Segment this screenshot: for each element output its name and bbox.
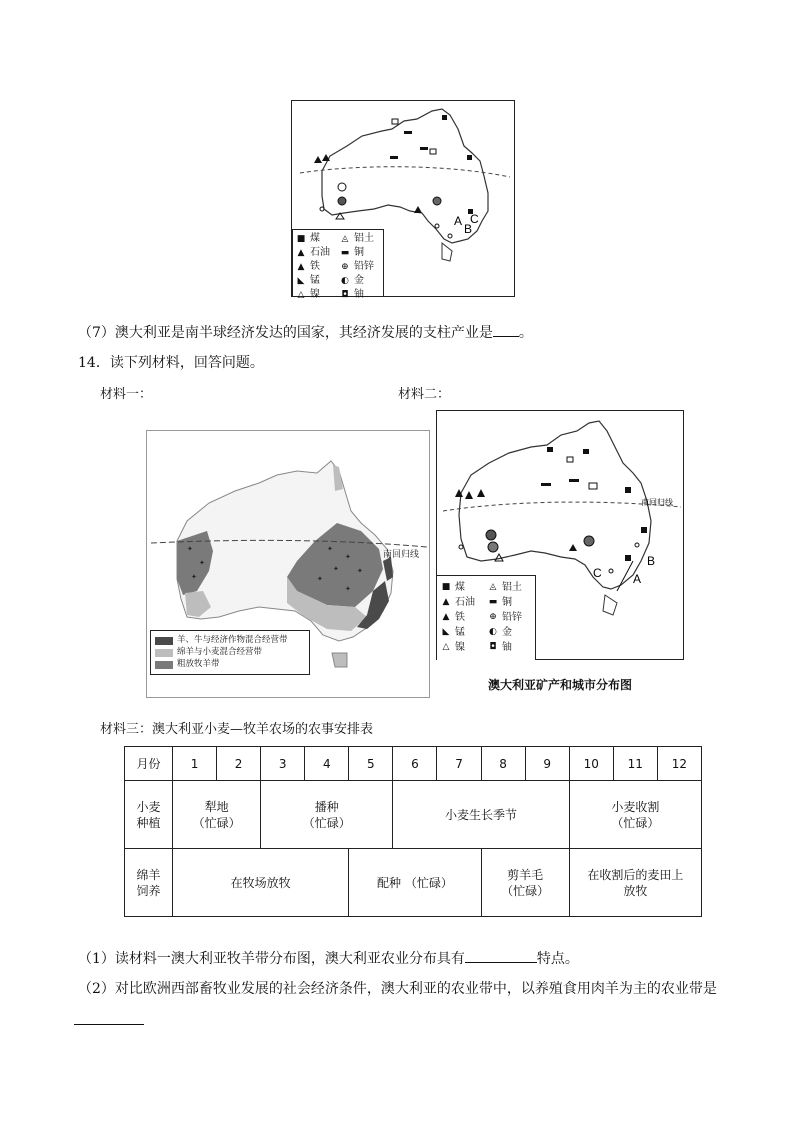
farm-schedule-table [124, 746, 702, 917]
uranium-icon: ◘ [489, 642, 497, 652]
gold-icon: ◐ [341, 276, 349, 286]
sheep-row-label: 绵羊 饲养 [125, 849, 173, 917]
nickel-icon: △ [442, 642, 450, 652]
sheep-wheat-swatch [155, 649, 173, 657]
agri-tropic-label: 南回归线 [383, 549, 420, 559]
coal-icon: ■ [296, 234, 306, 244]
extensive-grazing-swatch [155, 661, 173, 669]
bauxite-icon: ◬ [341, 234, 349, 244]
wheat-cell: 小麦生长季节 [393, 781, 569, 849]
mineral-tropic-label: 南回归线 [641, 498, 673, 507]
uranium-icon: ◘ [341, 290, 349, 300]
oil-icon: ▲ [297, 248, 305, 258]
answer-blank-q7[interactable] [493, 336, 519, 337]
material-1-label: 材料一： [100, 387, 153, 402]
lead-zinc-icon: ⊕ [489, 612, 497, 622]
svg-text:✦: ✦ [357, 567, 363, 575]
svg-text:C: C [593, 566, 602, 580]
question-2: （2）对比欧洲西部畜牧业发展的社会经济条件，澳大利亚的农业带中，以养殖食用肉羊为主的农业带是 [78, 981, 717, 997]
question-14: 14．读下列材料，回答问题。 [78, 355, 264, 371]
svg-text:A: A [454, 214, 463, 228]
wheat-cell: 小麦收割 （忙碌） [569, 781, 701, 849]
mineral-city-map [436, 410, 684, 660]
svg-text:✦: ✦ [187, 545, 193, 553]
table-row [125, 849, 702, 917]
svg-text:✦: ✦ [345, 585, 351, 593]
copper-icon: ▬ [340, 248, 350, 258]
oil-icon: ▲ [442, 597, 450, 607]
svg-text:✦: ✦ [317, 575, 323, 583]
material-2-label: 材料二： [398, 387, 451, 402]
sheep-cell: 在牧场放牧 [173, 849, 349, 917]
mineral-map-legend: ■ 煤 ▲ 石油 ▲ 铁 ◣ 锰 △ 镍 ◬ 铝土 ▬ 铜 ⊕ 铅锌 ◐ 金 ◘ 铀 [437, 575, 536, 660]
mixed-cattle-crop-swatch [155, 637, 173, 645]
svg-text:C: C [470, 212, 479, 226]
top-map-legend: ■ 煤 ▲ 石油 ▲ 铁 ◣ 锰 △ 镍 ◬ 铝土 ▬ 铜 ⊕ 铅锌 ◐ 金 ◘ 铀 [292, 229, 384, 297]
table-row [125, 781, 702, 849]
sheep-cell: 在收割后的麦田上 放牧 [569, 849, 701, 917]
nickel-icon: △ [297, 290, 305, 300]
copper-icon: ▬ [488, 597, 498, 607]
question-1: （1）读材料一澳大利亚牧羊带分布图，澳大利亚农业分布具有 特点。 [78, 951, 579, 967]
svg-text:✦: ✦ [333, 565, 339, 573]
gold-icon: ◐ [489, 627, 497, 637]
coal-icon: ■ [441, 582, 451, 592]
table-row: 月份 1 2 3 4 5 6 7 8 9 10 11 12 [125, 747, 702, 781]
wheat-cell: 播种 （忙碌） [261, 781, 393, 849]
svg-text:B: B [647, 554, 656, 568]
iron-icon: ▲ [297, 262, 305, 272]
answer-blank-q2[interactable] [74, 1012, 144, 1025]
top-mineral-map [291, 100, 515, 300]
wheat-row-label: 小麦 种植 [125, 781, 173, 849]
wheat-cell: 犁地 （忙碌） [173, 781, 261, 849]
bauxite-icon: ◬ [489, 582, 497, 592]
svg-text:✦: ✦ [327, 545, 333, 553]
manganese-icon: ◣ [297, 276, 305, 286]
svg-text:✦: ✦ [199, 559, 205, 567]
material-3-label: 材料三：澳大利亚小麦—牧羊农场的农事安排表 [100, 722, 374, 737]
question-7: （7）澳大利亚是南半球经济发达的国家，其经济发展的支柱产业是 。 [78, 325, 533, 341]
svg-text:B: B [464, 222, 473, 236]
month-header: 月份 [125, 747, 173, 781]
agri-map-legend: 羊、牛与经济作物混合经营带 绵羊与小麦混合经营带 粗放牧羊带 [150, 630, 310, 675]
sheep-cell: 配种 （忙碌） [349, 849, 481, 917]
sheep-cell: 剪羊毛 （忙碌） [481, 849, 569, 917]
iron-icon: ▲ [442, 612, 450, 622]
svg-text:✦: ✦ [191, 573, 197, 581]
svg-text:A: A [633, 572, 642, 586]
answer-blank-q1[interactable] [465, 962, 537, 963]
manganese-icon: ◣ [442, 627, 450, 637]
lead-zinc-icon: ⊕ [341, 262, 349, 272]
svg-text:✦: ✦ [345, 553, 351, 561]
mineral-map-caption: 澳大利亚矿产和城市分布图 [487, 678, 632, 692]
